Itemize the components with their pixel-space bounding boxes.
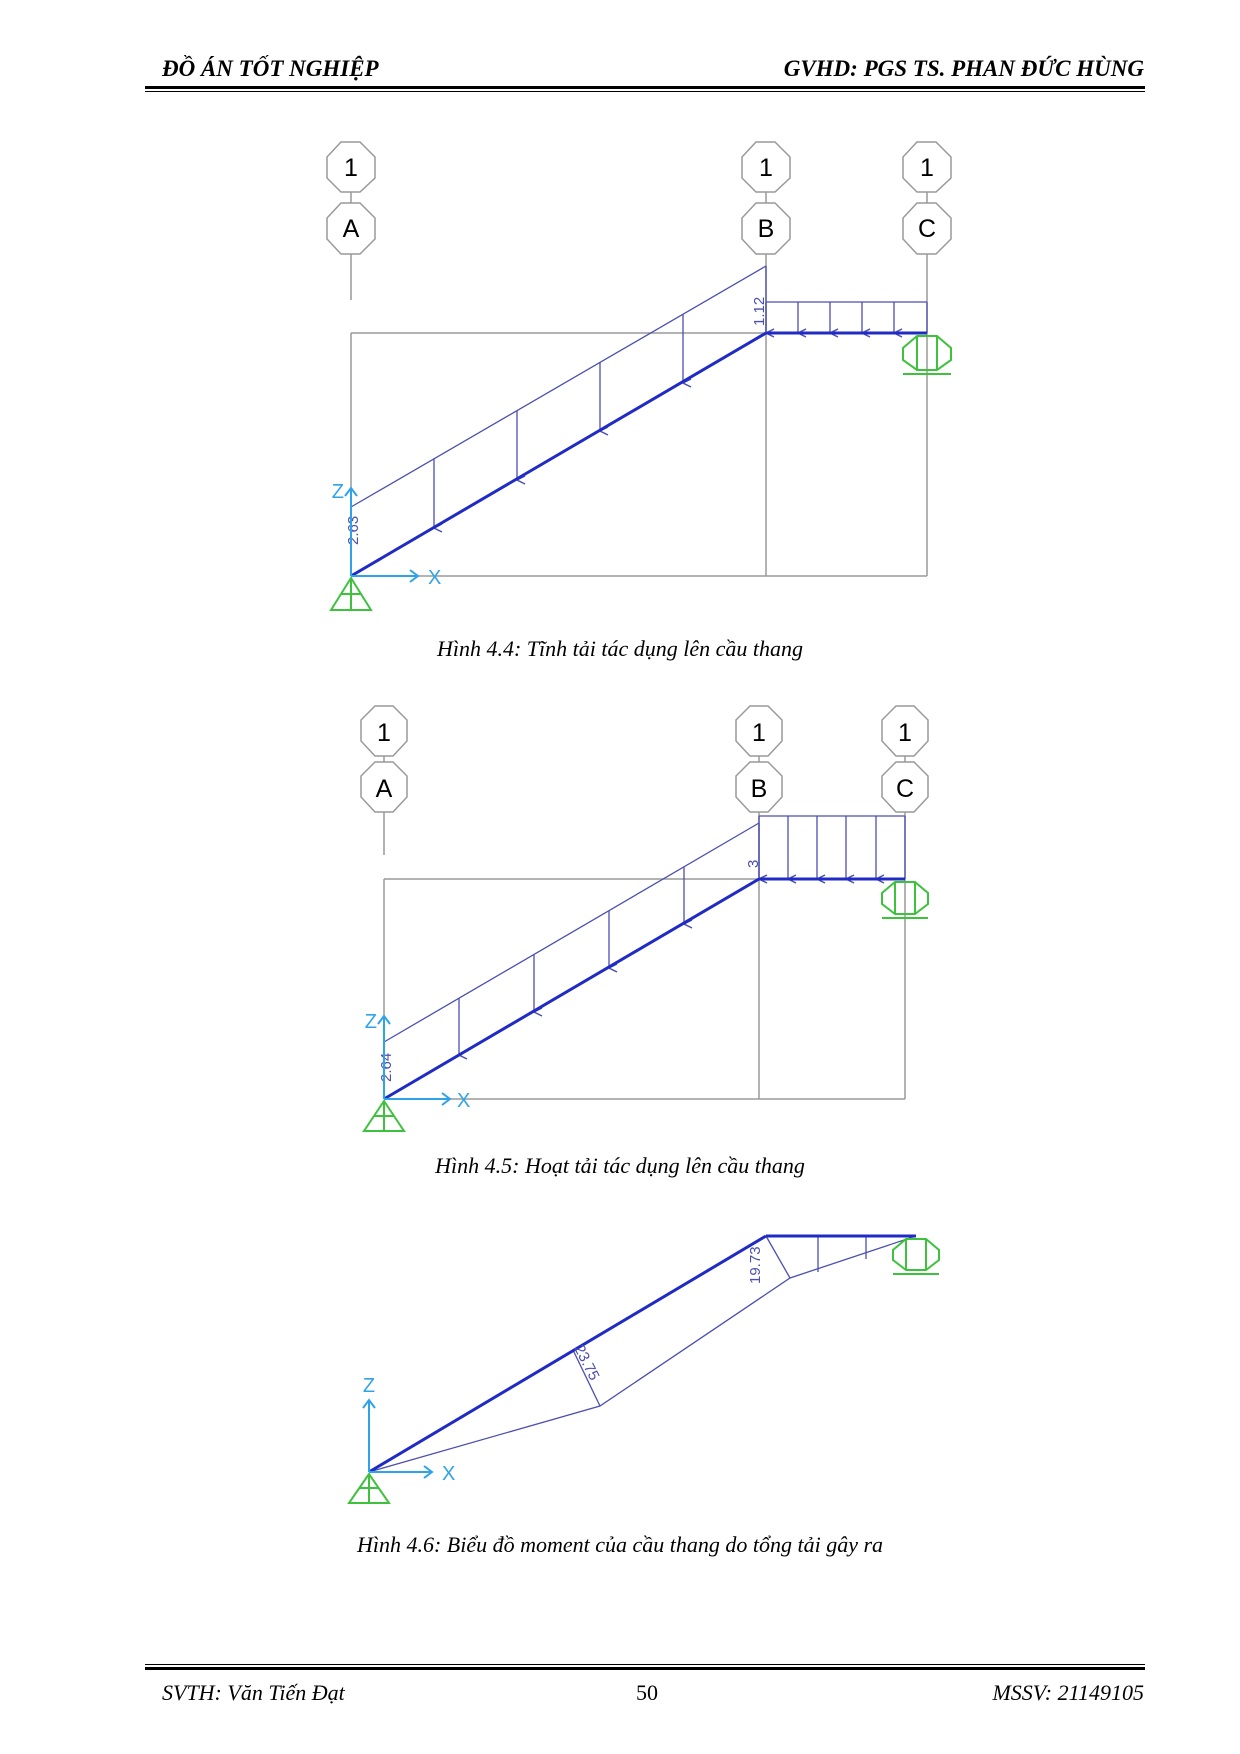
footer-rule [145,1667,1145,1670]
figure-caption-4-6: Hình 4.6: Biểu đồ moment của cầu thang do tổng tải gây ra [356,1532,884,1557]
pin-support [331,578,371,610]
axis-x-label: X [457,1090,471,1112]
load-value-flight: 2.64 [378,1052,395,1082]
stair-member [384,879,905,1099]
axis-z-label: Z [364,1011,377,1033]
frame-outline [384,812,905,1099]
grid-bubble-a [327,142,375,300]
axis-x-label: X [428,567,442,589]
figure-caption-4-4: Hình 4.4: Tĩnh tải tác dụng lên cầu thang [436,636,804,661]
pin-support [364,1101,404,1131]
dead-load-diagram [351,266,927,576]
figure-caption-4-5: Hình 4.5: Hoạt tải tác dụng lên cầu thang [435,1153,805,1178]
grid-bubble-c [903,142,951,254]
grid-bubble-c [882,706,928,812]
moment-value-span: 23.75 [570,1342,603,1384]
figure-4-4 [0,0,1240,640]
page-number: 50 [636,1680,658,1705]
footer-student-id: MSSV: 21149105 [992,1680,1144,1705]
pin-support [349,1474,389,1503]
grid-row-label: 1 [377,719,391,747]
header-right: GVHD: PGS TS. PHAN ĐỨC HÙNG [783,56,1144,81]
stair-member [369,1236,916,1472]
grid-col-label-b: B [757,215,775,243]
moment-value-support: 19.73 [747,1246,764,1284]
roller-support [893,1239,939,1274]
grid-bubble-b [736,706,782,812]
grid-row-label: 1 [344,154,358,182]
load-value-landing: 3 [745,859,762,868]
grid-col-label-a: A [342,215,360,243]
grid-col-label-c: C [917,215,937,243]
grid-col-label-a: A [375,775,393,803]
grid-bubble-b [742,142,790,254]
grid-col-label-b: B [750,775,768,803]
grid-row-label: 1 [898,719,912,747]
stair-member [351,333,927,576]
grid-row-label: 1 [920,154,934,182]
figure-4-5 [0,680,1240,1200]
axis-z-label: Z [331,481,344,503]
grid-row-label: 1 [752,719,766,747]
grid-row-label: 1 [759,154,773,182]
live-load-diagram [384,816,905,1099]
footer-student: SVTH: Văn Tiến Đạt [162,1680,345,1705]
axis-x-label: X [442,1463,456,1485]
footer-rule-thin [145,1664,1145,1665]
figure-4-6 [0,1210,1240,1540]
load-value-flight: 2.63 [345,515,362,545]
load-value-landing: 1.12 [751,296,768,326]
grid-col-label-c: C [895,775,915,803]
moment-diagram [369,1236,916,1472]
header-left: ĐỒ ÁN TỐT NGHIỆP [162,56,379,81]
grid-bubble-a [361,706,407,855]
axis-z-label: Z [362,1375,376,1397]
